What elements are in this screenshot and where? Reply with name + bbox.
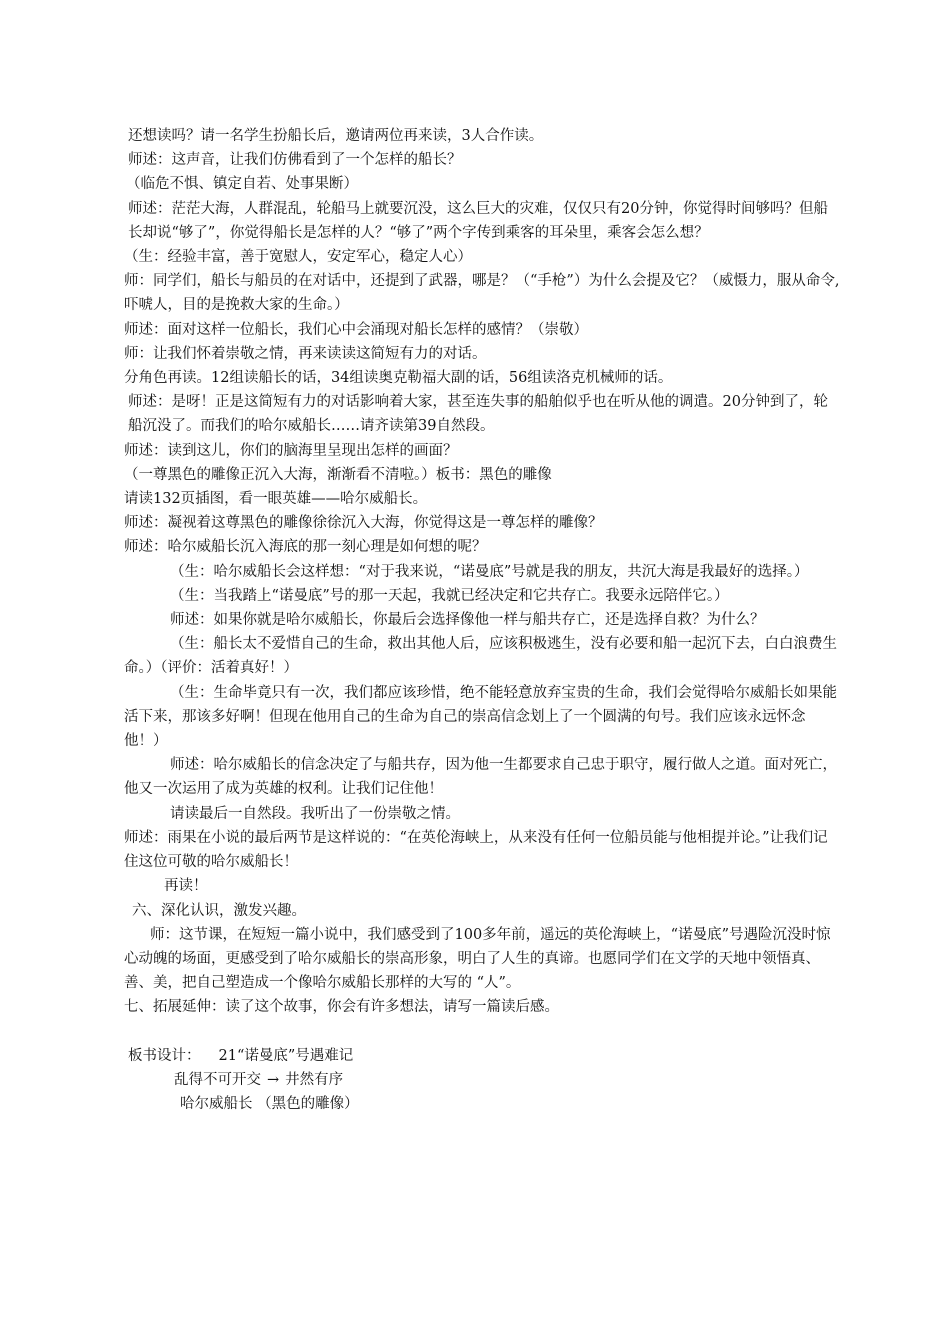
paragraph: （生：生命毕竟只有一次，我们都应该珍惜，绝不能轻意放弃宝贵的生命，我们会觉得哈尔威船长如果能活下来，那该多好啊！但现在他用自己的生命为自己的崇高信念划上了一个圆满的句号。我们应该永远怀念他！） [124, 684, 837, 750]
board-design [124, 1044, 840, 1117]
paragraph: 师：同学们，船长与船员的在对话中，还提到了武器，哪是？（“手枪”）为什么会提及它？（威慑力，服从命令,吓唬人，目的是挽救大家的生命。） [124, 273, 840, 314]
board-order: 井然有序 [285, 1071, 344, 1088]
board-title-line [124, 1044, 840, 1068]
paragraph: 师：让我们怀着崇敬之情，再来读读这简短有力的对话。 [124, 345, 487, 362]
paragraph: （生：哈尔威船长会这样想：“对于我来说，“诺曼底”号就是我的朋友，共沉大海是我最好的选择。） [170, 563, 809, 580]
arrow-right-icon: → [267, 1071, 280, 1088]
section-heading: 六、深化认识，激发兴趣。 [132, 902, 306, 919]
paragraph: （生：经验丰富，善于宽慰人，安定军心，稳定人心） [124, 249, 472, 266]
paragraph: 再读！ [164, 878, 208, 895]
spacer [124, 1020, 840, 1044]
paragraph: 师述：面对这样一位船长，我们心中会涌现对船长怎样的感情？（崇敬） [124, 321, 588, 338]
paragraph: 师述：这声音，让我们仿佛看到了一个怎样的船长？ [128, 152, 462, 169]
paragraph: 分角色再读。12组读船长的话，34组读奥克勒福大副的话，56组读洛克机械师的话。 [124, 370, 673, 387]
paragraph: 师述：哈尔威船长沉入海底的那一刻心理是如何想的呢？ [124, 539, 487, 556]
paragraph: （生：船长太不爱惜自己的生命，救出其他人后，应该积极逃生，没有必要和船一起沉下去，白白浪费生命。）（评价：活着真好！） [124, 636, 837, 677]
paragraph: 师述：读到这儿，你们的脑海里呈现出怎样的画面？ [124, 442, 458, 459]
paragraph: 师：这节课，在短短一篇小说中，我们感受到了100多年前，遥远的英伦海峡上，“诺曼底”号遇险沉没时惊心动魄的场面，更感受到了哈尔威船长的崇高形象，明白了人生的真谛。也愿同学们在文学的天地中领悟真、善、美，把自己塑造成一个像哈尔威船长那样的大写的 “人”。 [124, 926, 831, 992]
paragraph: 师述：如果你就是哈尔威船长，你最后会选择像他一样与船共存亡，还是选择自救？为什么？ [170, 612, 765, 629]
board-chaos: 乱得不可开交 [174, 1071, 261, 1088]
paragraph: （生：当我踏上“诺曼底”号的那一天起，我就已经决定和它共存亡。我要永远陪伴它。） [170, 587, 729, 604]
board-label: 板书设计： [128, 1047, 201, 1064]
paragraph: 师述：凝视着这尊黑色的雕像徐徐沉入大海，你觉得这是一尊怎样的雕像？ [124, 515, 603, 532]
paragraph: 师述：茫茫大海，人群混乱，轮船马上就要沉没，这么巨大的灾难，仅仅只有20分钟，你觉得时间够吗？但船长却说“够了”，你觉得船长是怎样的人？“够了”两个字传到乘客的耳朵里，乘客会怎么想？ [128, 200, 828, 241]
board-title: 21“诺曼底”号遇难记 [218, 1047, 354, 1064]
lesson-text [124, 124, 840, 1116]
paragraph: 还想读吗？请一名学生扮船长后，邀请两位再来读，3人合作读。 [128, 128, 544, 144]
paragraph: 请读132页插图，看一眼英雄——哈尔威船长。 [124, 491, 428, 508]
paragraph: 师述：哈尔威船长的信念决定了与船共存，因为他一生都要求自己忠于职守，履行做人之道。面对死亡，他又一次运用了成为英雄的权利。让我们记住他！ [124, 757, 837, 798]
paragraph: 师述：是呀！正是这简短有力的对话影响着大家，甚至连失事的船舶似乎也在听从他的调遣。20分钟到了，轮船沉没了。而我们的哈尔威船长……请齐读第39自然段。 [128, 394, 828, 435]
board-line-1 [124, 1068, 840, 1092]
paragraph: 请读最后一自然段。我听出了一份崇敬之情。 [170, 805, 460, 822]
board-line-2: 哈尔威船长 （黑色的雕像） [180, 1095, 359, 1112]
paragraph: （临危不惧、镇定自若、处事果断） [126, 176, 358, 193]
paragraph: （一尊黑色的雕像正沉入大海，渐渐看不清啦。）板书：黑色的雕像 [124, 466, 552, 483]
section-heading: 七、拓展延伸：读了这个故事，你会有许多想法，请写一篇读后感。 [124, 999, 559, 1016]
paragraph: 师述：雨果在小说的最后两节是这样说的：“在英伦海峡上，从来没有任何一位船员能与他相提并论。”让我们记住这位可敬的哈尔威船长！ [124, 829, 828, 871]
